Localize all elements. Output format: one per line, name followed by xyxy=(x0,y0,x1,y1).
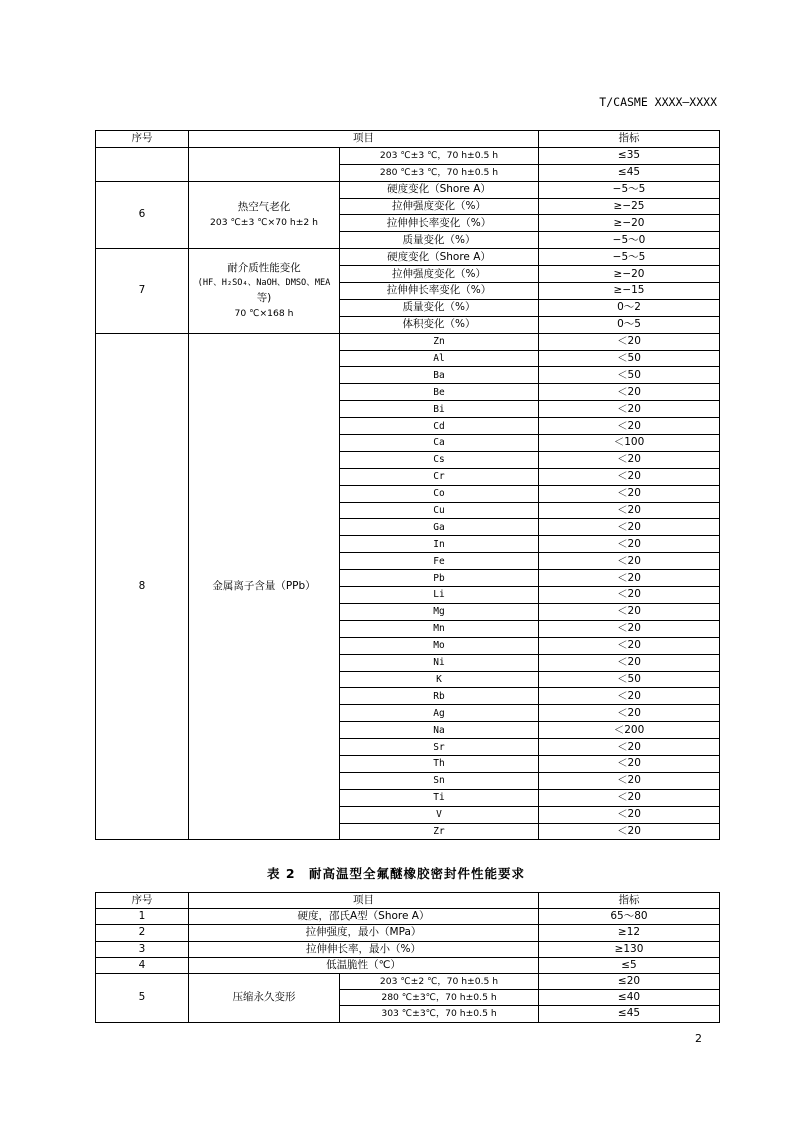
media-resistance-item xyxy=(189,249,340,333)
header-index: 指标 xyxy=(539,131,720,148)
value-cell: ＜20 xyxy=(539,333,720,350)
element-symbol-cell: Fe xyxy=(340,553,539,570)
value-cell: ＜20 xyxy=(539,384,720,401)
item-media-suffix: 等) xyxy=(256,291,272,304)
value-cell: ＜50 xyxy=(539,367,720,384)
value-cell: −5～5 xyxy=(539,181,720,198)
row-no-7: 7 xyxy=(96,249,189,333)
table-header-row xyxy=(96,893,720,909)
performance-table-2 xyxy=(95,892,720,1023)
table-2-title: 表 2 耐高温型全氟醚橡胶密封件性能要求 xyxy=(266,866,526,881)
element-symbol-cell: Mg xyxy=(340,603,539,620)
header-no: 序号 xyxy=(96,131,189,148)
value-cell: ＜20 xyxy=(539,789,720,806)
value-cell: 65～80 xyxy=(539,909,720,925)
value-cell: ＜20 xyxy=(539,401,720,418)
table-row xyxy=(96,333,720,350)
value-cell: ＜20 xyxy=(539,485,720,502)
item-condition: 203 ℃±3 ℃×70 h±2 h xyxy=(210,216,318,228)
value-cell: ≥−20 xyxy=(539,215,720,232)
value-cell: ＜20 xyxy=(539,519,720,536)
value-cell: ＜20 xyxy=(539,451,720,468)
page-number: 2 xyxy=(695,1032,702,1045)
value-cell: −5～0 xyxy=(539,232,720,249)
metal-ion-content-item: 金属离子含量（PPb） xyxy=(189,333,340,840)
element-symbol-cell: Cs xyxy=(340,451,539,468)
value-cell: ＜20 xyxy=(539,587,720,604)
continued-item-cell xyxy=(189,147,340,181)
element-symbol-cell: Rb xyxy=(340,688,539,705)
table-row xyxy=(96,249,720,266)
header-index: 指标 xyxy=(539,893,720,909)
row-no: 3 xyxy=(96,941,189,957)
condition-cell: 203 ℃±3 ℃，70 h±0.5 h xyxy=(340,147,539,164)
element-symbol-cell: Ga xyxy=(340,519,539,536)
value-cell: ＜20 xyxy=(539,468,720,485)
document-code: T/CASME XXXX—XXXX xyxy=(599,95,717,109)
value-cell: ≥−25 xyxy=(539,198,720,215)
element-symbol-cell: Pb xyxy=(340,570,539,587)
header-item: 项目 xyxy=(189,893,539,909)
row-no: 4 xyxy=(96,957,189,973)
row-no: 2 xyxy=(96,925,189,941)
element-symbol-cell: Al xyxy=(340,350,539,367)
value-cell: ＜20 xyxy=(539,772,720,789)
value-cell: ＜50 xyxy=(539,350,720,367)
value-cell: ＜50 xyxy=(539,671,720,688)
element-symbol-cell: Li xyxy=(340,587,539,604)
value-cell: ＜20 xyxy=(539,620,720,637)
row-no-8: 8 xyxy=(96,333,189,840)
condition-cell: 280 ℃±3 ℃，70 h±0.5 h xyxy=(340,164,539,181)
value-cell: ＜20 xyxy=(539,806,720,823)
value-cell: ＜20 xyxy=(539,705,720,722)
element-symbol-cell: Ag xyxy=(340,705,539,722)
row-no: 5 xyxy=(96,973,189,1022)
table-row xyxy=(96,941,720,957)
value-cell: ＜20 xyxy=(539,823,720,840)
value-cell: ≤5 xyxy=(539,957,720,973)
value-cell: ≤40 xyxy=(539,990,720,1006)
value-cell: ＜20 xyxy=(539,654,720,671)
item-media: (HF、H₂SO₄、NaOH、DMSO、MEA xyxy=(197,277,331,288)
value-cell: ≤20 xyxy=(539,973,720,989)
element-symbol-cell: K xyxy=(340,671,539,688)
element-symbol-cell: Mn xyxy=(340,620,539,637)
value-cell: ＜20 xyxy=(539,536,720,553)
element-symbol-cell: Bi xyxy=(340,401,539,418)
value-cell: ＜20 xyxy=(539,570,720,587)
header-item: 项目 xyxy=(189,131,539,148)
value-cell: ＜20 xyxy=(539,603,720,620)
element-symbol-cell: Ca xyxy=(340,435,539,452)
element-symbol-cell: Na xyxy=(340,722,539,739)
element-symbol-cell: Ni xyxy=(340,654,539,671)
table-row xyxy=(96,909,720,925)
element-symbol-cell: Mo xyxy=(340,637,539,654)
sub-item-label: 硬度变化（Shore A） xyxy=(340,249,539,266)
element-symbol-cell: Zn xyxy=(340,333,539,350)
sub-item-label: 体积变化（%） xyxy=(340,316,539,333)
value-cell: ≤35 xyxy=(539,147,720,164)
value-cell: ＜20 xyxy=(539,418,720,435)
element-symbol-cell: In xyxy=(340,536,539,553)
item-name: 热空气老化 xyxy=(237,200,291,213)
item-cell: 拉伸伸长率，最小（%） xyxy=(189,941,539,957)
compression-set-item: 压缩永久变形 xyxy=(189,973,340,1022)
sub-item-label: 拉伸伸长率变化（%） xyxy=(340,215,539,232)
heat-aging-item xyxy=(189,181,340,249)
condition-cell: 280 ℃±3℃，70 h±0.5 h xyxy=(340,990,539,1006)
element-symbol-cell: Cu xyxy=(340,502,539,519)
value-cell: ＜20 xyxy=(539,553,720,570)
value-cell: 0～2 xyxy=(539,299,720,316)
element-symbol-cell: Cr xyxy=(340,468,539,485)
element-symbol-cell: Ti xyxy=(340,789,539,806)
element-symbol-cell: Sn xyxy=(340,772,539,789)
condition-cell: 203 ℃±2 ℃，70 h±0.5 h xyxy=(340,973,539,989)
header-no: 序号 xyxy=(96,893,189,909)
item-condition: 70 ℃×168 h xyxy=(234,307,294,319)
value-cell: ＜20 xyxy=(539,502,720,519)
continued-no-cell xyxy=(96,147,189,181)
item-cell: 硬度，邵氏A型（Shore A） xyxy=(189,909,539,925)
value-cell: ≥−15 xyxy=(539,283,720,300)
sub-item-label: 拉伸强度变化（%） xyxy=(340,266,539,283)
value-cell: ＜20 xyxy=(539,739,720,756)
value-cell: ≤45 xyxy=(539,164,720,181)
sub-item-label: 拉伸强度变化（%） xyxy=(340,198,539,215)
table-row xyxy=(96,181,720,198)
item-cell: 拉伸强度，最小（MPa） xyxy=(189,925,539,941)
value-cell: ＜20 xyxy=(539,755,720,772)
element-symbol-cell: Sr xyxy=(340,739,539,756)
element-symbol-cell: Cd xyxy=(340,418,539,435)
element-symbol-cell: V xyxy=(340,806,539,823)
value-cell: −5～5 xyxy=(539,249,720,266)
element-symbol-cell: Zr xyxy=(340,823,539,840)
value-cell: 0～5 xyxy=(539,316,720,333)
sub-item-label: 拉伸伸长率变化（%） xyxy=(340,283,539,300)
item-name: 耐介质性能变化 xyxy=(227,261,301,274)
value-cell: ≥−20 xyxy=(539,266,720,283)
value-cell: ＜20 xyxy=(539,637,720,654)
item-cell: 低温脆性（℃） xyxy=(189,957,539,973)
table-row xyxy=(96,925,720,941)
table-row xyxy=(96,147,720,164)
element-symbol-cell: Ba xyxy=(340,367,539,384)
table-row xyxy=(96,957,720,973)
element-symbol-cell: Co xyxy=(340,485,539,502)
value-cell: ≤45 xyxy=(539,1006,720,1022)
sub-item-label: 质量变化（%） xyxy=(340,299,539,316)
value-cell: ＜200 xyxy=(539,722,720,739)
row-no-6: 6 xyxy=(96,181,189,249)
element-symbol-cell: Th xyxy=(340,755,539,772)
value-cell: ≥12 xyxy=(539,925,720,941)
sub-item-label: 质量变化（%） xyxy=(340,232,539,249)
table-row xyxy=(96,973,720,989)
element-symbol-cell: Be xyxy=(340,384,539,401)
value-cell: ＜20 xyxy=(539,688,720,705)
value-cell: ＜100 xyxy=(539,435,720,452)
table-header-row xyxy=(96,131,720,148)
value-cell: ≥130 xyxy=(539,941,720,957)
performance-table-1 xyxy=(95,130,720,840)
row-no: 1 xyxy=(96,909,189,925)
condition-cell: 303 ℃±3℃，70 h±0.5 h xyxy=(340,1006,539,1022)
sub-item-label: 硬度变化（Shore A） xyxy=(340,181,539,198)
